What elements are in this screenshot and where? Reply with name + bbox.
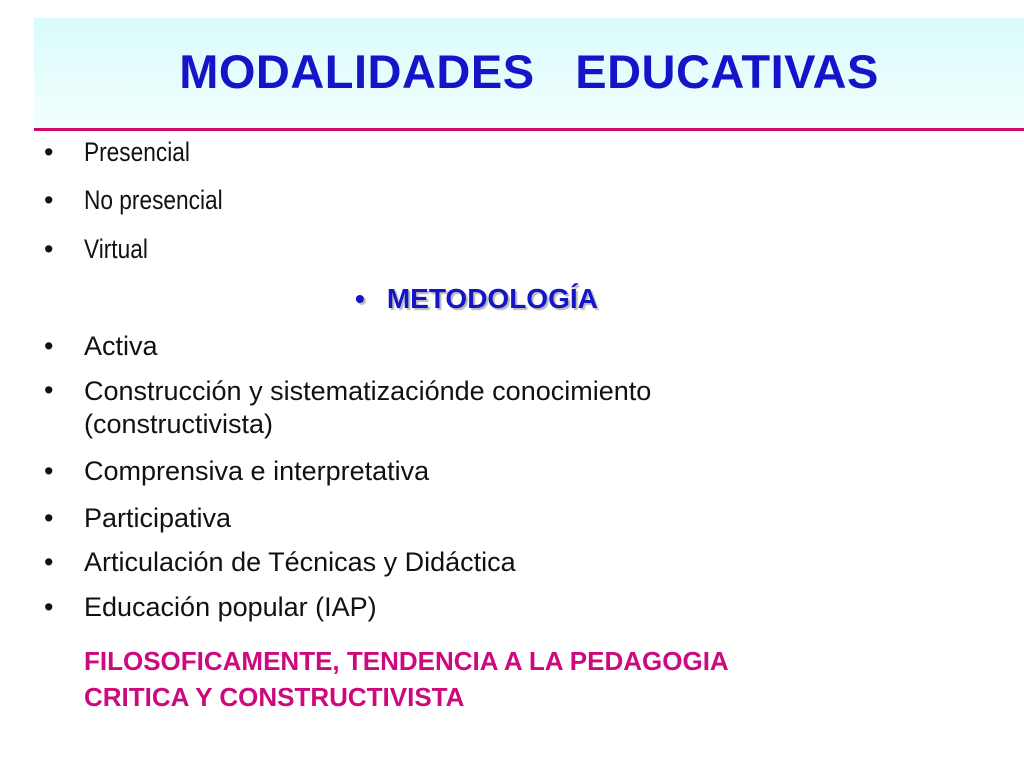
bullet-icon: •: [44, 503, 54, 533]
list-item-label: Participativa: [84, 503, 232, 533]
list-item-label: No presencial: [84, 185, 223, 215]
list-item-label: Construcción y sistematizaciónde conocimiento (constructivista): [84, 376, 652, 439]
list-item-label: Articulación de Técnicas y Didáctica: [84, 547, 516, 577]
slide-title: MODALIDADES EDUCATIVAS: [179, 45, 879, 98]
list-item-label: Comprensiva e interpretativa: [84, 456, 430, 486]
bullet-icon: •: [44, 234, 54, 264]
list-item-label: Virtual: [84, 234, 148, 264]
bullet-icon: •: [44, 456, 54, 486]
methodology-heading-label: METODOLOGÍA: [386, 283, 598, 314]
list-item-label: Presencial: [84, 137, 190, 167]
bullet-icon: •: [44, 547, 54, 577]
philosophy-line: FILOSOFICAMENTE, TENDENCIA A LA PEDAGOGIA: [84, 646, 729, 676]
philosophy-line: CRITICA Y CONSTRUCTIVISTA: [84, 682, 465, 712]
bullet-icon: •: [44, 331, 54, 361]
bullet-icon: •: [44, 592, 54, 622]
list-item-label: Activa: [84, 331, 158, 361]
list-item-label: Educación popular (IAP): [84, 592, 377, 622]
bullet-icon: •: [44, 185, 54, 215]
philosophy-statement: [84, 643, 984, 715]
bullet-icon: •: [355, 283, 365, 314]
bullet-icon: •: [44, 137, 54, 167]
methodology-heading: [355, 283, 598, 315]
bullet-icon: •: [44, 375, 54, 405]
